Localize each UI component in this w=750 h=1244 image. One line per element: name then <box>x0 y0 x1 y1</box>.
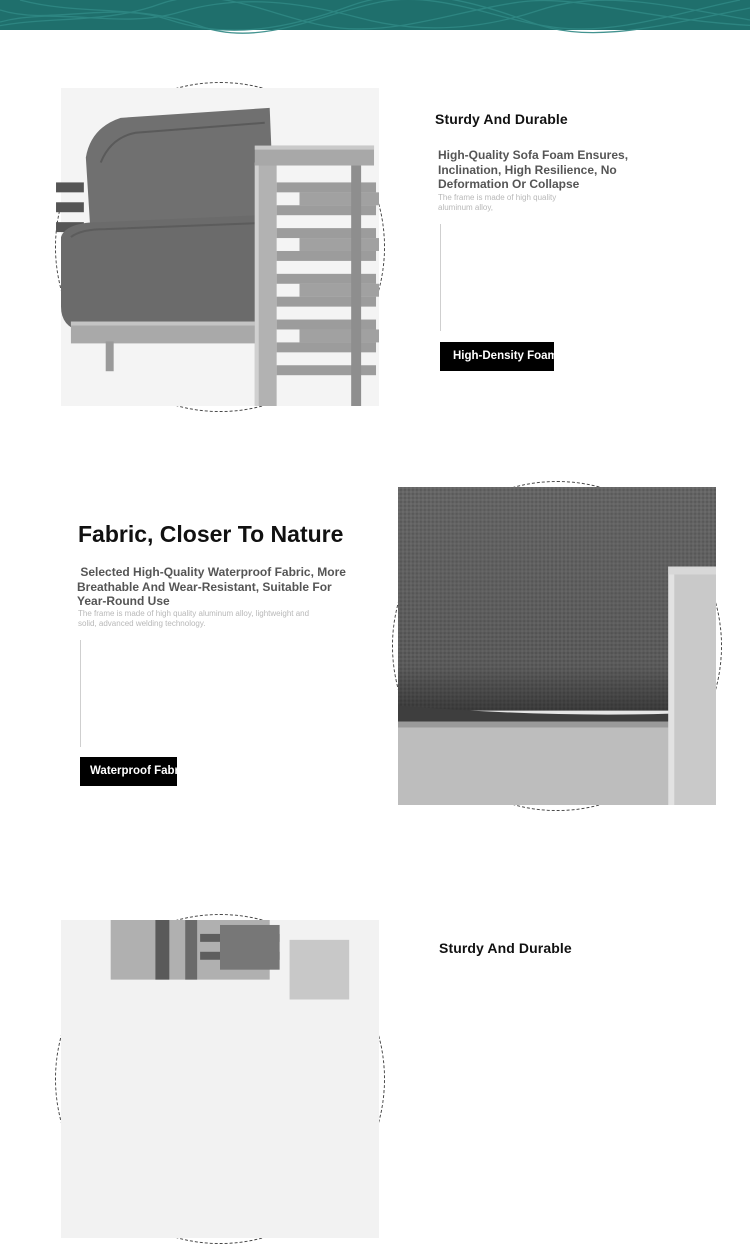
section2-vertical-divider <box>80 640 81 747</box>
wave-pattern <box>0 0 750 30</box>
section1-vertical-divider <box>440 224 441 331</box>
top-decorative-band <box>0 0 750 30</box>
fabric-texture-illustration <box>398 487 716 805</box>
section2-fine-print: The frame is made of high quality aluminum alloy, lightweight and solid, advanced welding technology. <box>78 609 310 628</box>
sofa-armrest-circle-image <box>55 82 385 412</box>
section1-feature-tag: High-Density Foam <box>440 342 554 371</box>
section3-heading: Sturdy And Durable <box>439 940 572 956</box>
section1-fine-print: The frame is made of high quality aluminum alloy, <box>438 193 557 212</box>
fabric-closeup-circle-image <box>392 481 722 811</box>
section2-feature-tag: Waterproof Fabric <box>80 757 177 786</box>
sofa-frame-illustration <box>61 920 379 1238</box>
sofa-armrest-illustration <box>61 88 379 406</box>
sofa-frame-circle-image <box>55 914 385 1244</box>
section2-heading: Fabric, Closer To Nature <box>78 521 344 547</box>
section1-heading: Sturdy And Durable <box>435 111 568 127</box>
section2-description: Selected High-Quality Waterproof Fabric, More Breathable And Wear-Resistant, Suitable For Year-Round Use <box>77 565 350 608</box>
section1-description: High-Quality Sofa Foam Ensures, Inclination, High Resilience, No Deformation Or Collapse <box>438 148 629 191</box>
